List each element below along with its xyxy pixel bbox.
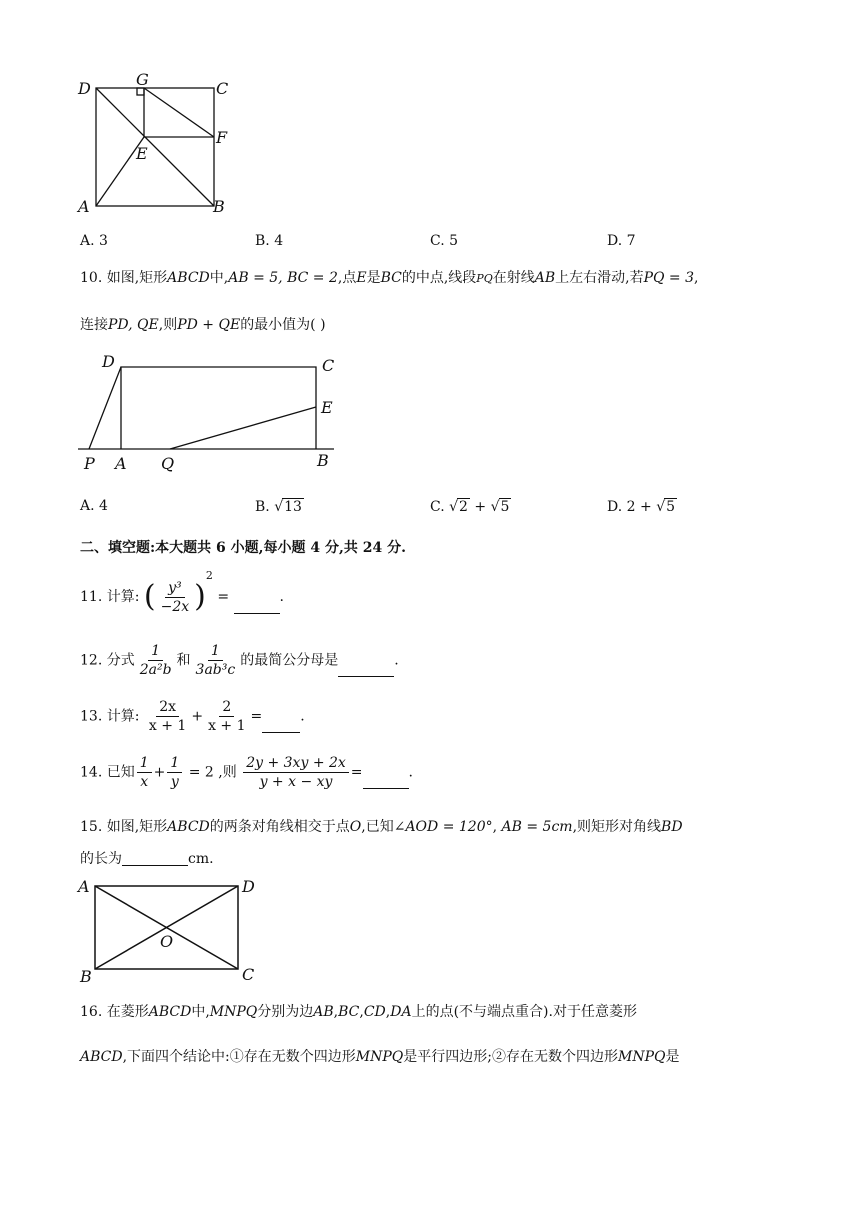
figure-q9 [70,70,240,220]
label-e: E [136,144,148,163]
question-13: 13. 计算: $\frac{2x}{x + 1}$ + $\frac{2}{x + 1}$ = . [80,699,305,734]
q15-dot: . [209,851,214,867]
q11-fraction [158,581,193,614]
q16-mnpq: MNPQ [617,1049,666,1065]
option-b-radicand: 13 [284,499,302,515]
q16-da: DA [390,1004,412,1020]
q10-abcd: ABCD [167,270,210,286]
q16-text: 是 [665,1049,680,1065]
label-d: D [102,352,115,371]
answer-blank[interactable] [338,662,394,677]
question-12: 12. 分式 $\frac{1}{\text{2a²b}}$ 和 $\frac{1}{\text{3ab³c}}$ 的最简公分母是 . [80,643,399,678]
q16-sep: , [333,1004,339,1020]
q10-text: ,则 [158,317,178,333]
question-14: 14. 已知 $\frac{1}{x}$ + $\frac{1}{y}$ = 2 ,则 $\frac{2y + 3xy + 2x}{y + x - xy}$ = . [80,755,413,790]
q16-text: 上的点(不与端点重合).对于任意菱形 [411,1004,637,1020]
denominator: x [140,774,149,790]
q11-numerator: y³ [165,581,185,598]
label-c: C [216,79,229,98]
sqrt-sign: √ [449,499,459,515]
right-paren: ) [194,579,206,614]
q15-angle: ∠AOD = 120° [393,819,493,835]
q10-text: 的中点,线段 [401,270,477,286]
q11-denominator: −2x [160,598,190,615]
denominator: 2a²b [139,662,172,678]
q14-equals: = [350,764,363,781]
q13-fraction-2 [205,700,248,733]
q16-number: 16. [80,1004,103,1020]
q10-text: 是 [366,270,381,286]
q11-number: 11. [80,589,103,605]
label-d: D [242,877,255,896]
q16-text: ,下面四个结论中:①存在无数个四边形 [122,1049,356,1065]
q10-text: 如图,矩形 [106,270,168,286]
q15-text: 如图,矩形 [106,819,168,835]
q10-e: E [356,270,367,286]
q16-text: 中, [191,1004,210,1020]
q16-sep: , [359,1004,364,1020]
q11-text: 计算: [106,589,140,605]
option-c-radicand1: 2 [459,499,468,515]
q15-abcd: ABCD [167,819,210,835]
q14-fraction-2 [167,756,182,789]
label-b: B [80,967,92,986]
label-p: P [84,454,95,473]
question-15-line1 [80,820,683,834]
option-c-prefix: C. [430,499,445,515]
right-angle-mark [137,88,144,95]
numerator: 2 [219,700,234,717]
segment-gf [144,88,214,137]
q10-number: 10. [80,270,103,286]
q16-abcd: ABCD [80,1049,123,1065]
q15-text: , [492,819,498,835]
q10-pq: PQ [476,272,493,285]
label-a: A [78,197,90,216]
question-10-line1 [80,271,698,285]
q16-sep: , [385,1004,391,1020]
q16-bc: BC [338,1004,360,1020]
numerator: 1 [137,756,152,773]
q16-text: 是平行四边形;②存在无数个四边形 [403,1049,618,1065]
q10-expr: PD + QE [177,317,241,333]
q10-text: 上左右滑动,若 [555,270,644,286]
q15-text: ,则矩形对角线 [572,819,662,835]
sqrt-sign: √ [656,499,666,515]
option-c-radicand2: 5 [500,499,510,515]
q15-text: ,已知 [361,819,394,835]
q12-number: 12. [80,652,103,669]
label-o: O [160,932,174,951]
q10-text: 的最小值为( ) [240,317,326,333]
sqrt-sign: √ [274,499,284,515]
q12-text: 的最简公分母是 [240,652,339,669]
label-b: B [317,451,329,470]
label-a: A [115,454,127,473]
q10-ab2: AB [534,270,556,286]
option-d-pre: 2 + [626,499,652,515]
answer-blank[interactable] [262,718,300,733]
denominator: x + 1 [208,718,246,734]
q13-text: 计算: [106,708,140,725]
option-b-prefix: B. [255,499,270,515]
answer-blank[interactable] [122,851,188,866]
q14-fraction-3 [243,756,349,789]
q9-option-a: A. 3 [80,233,108,249]
label-a: A [78,877,90,896]
option-d-prefix: D. [607,499,623,515]
segment-qe [170,407,316,449]
q14-fraction-1 [137,756,152,789]
q9-option-c: C. 5 [430,233,459,249]
q12-fraction-2 [193,644,239,677]
option-d-radicand: 5 [666,499,676,515]
q12-fraction-1 [137,644,175,677]
sqrt-sign: √ [490,499,500,515]
q10-option-b [255,498,304,515]
q13-number: 13. [80,708,103,725]
q10-text: ,点 [337,270,357,286]
question-11: 11. 计算: ( $\frac{\text{y³}}{-2x}$ )$^2$ = . [80,569,284,615]
q10-text: , [694,270,699,286]
numerator: 1 [148,644,163,661]
label-d: D [78,79,91,98]
section-heading: 二、填空题:本大题共 6 小题,每小题 4 分,共 24 分. [80,540,406,556]
q16-text: 分别为边 [257,1004,314,1020]
q9-option-d: D. 7 [607,233,636,249]
label-q: Q [161,454,175,473]
q16-mnpq: MNPQ [209,1004,258,1020]
q10-option-c: C. √2 + √5 [430,499,510,515]
figure-q15 [74,874,274,986]
q13-fraction-1 [146,700,189,733]
q14-text: = 2 ,则 [188,764,237,781]
q15-text: 的长为 [80,851,122,867]
numerator: 1 [167,756,182,773]
q16-text: 在菱形 [106,1004,149,1020]
q12-text: 和 [176,652,191,669]
q10-text: 中, [209,270,229,286]
label-e: E [321,398,333,417]
rect-sides [121,367,316,449]
q10-option-d [607,498,677,515]
q10-option-a: A. 4 [80,498,108,514]
q15-text: 的两条对角线相交于点 [209,819,350,835]
q14-number: 14. [80,764,103,781]
denominator: 3ab³c [195,662,236,678]
label-c: C [242,965,255,984]
question-16-line2 [80,1050,679,1064]
q14-text: 已知 [106,764,135,781]
left-paren: ( [143,579,156,614]
q16-abcd: ABCD [148,1004,192,1020]
q10-bc2: BC [380,270,402,286]
numerator: 2y + 3xy + 2x [243,756,349,773]
label-c: C [322,356,335,375]
q16-ab: AB [313,1004,334,1020]
q16-cd: CD [363,1004,386,1020]
diagonal-db [96,88,214,206]
q15-unit: cm [188,851,210,867]
q10-text: 连接 [80,317,108,333]
q15-bd: BD [661,819,683,835]
q15-number: 15. [80,819,103,835]
label-b: B [213,197,225,216]
q10-text: 在射线 [492,270,535,286]
q10-pq3: PQ = 3 [643,270,695,286]
q13-equals: = [250,708,263,725]
plus-sign: + [153,764,166,781]
question-10-line2 [80,318,326,332]
q10-ab: AB = 5, [228,270,283,286]
q9-option-b: B. 4 [255,233,284,249]
q12-text: 分式 [106,652,135,669]
numerator: 2x [156,700,179,717]
denominator: y + x − xy [259,774,333,790]
q10-pdqe: PD, QE [108,317,159,333]
q10-bc: BC = 2 [287,270,338,286]
q11-equals: = [217,589,234,605]
q15-ab: AB = 5cm [501,819,573,835]
denominator: y [170,774,179,790]
denominator: x + 1 [148,718,187,734]
q15-o: O [349,819,362,835]
figure-q10 [74,352,354,477]
q16-mnpq: MNPQ [355,1049,404,1065]
answer-blank[interactable] [234,599,280,614]
question-16-line1 [80,1005,637,1019]
q11-exponent: 2 [205,569,213,582]
answer-blank[interactable] [363,774,409,789]
plus-sign: + [191,708,204,725]
question-15-line2 [80,851,214,866]
label-g: G [136,70,149,89]
segment-pd [89,367,121,449]
numerator: 1 [208,644,223,661]
label-f: F [216,128,228,147]
